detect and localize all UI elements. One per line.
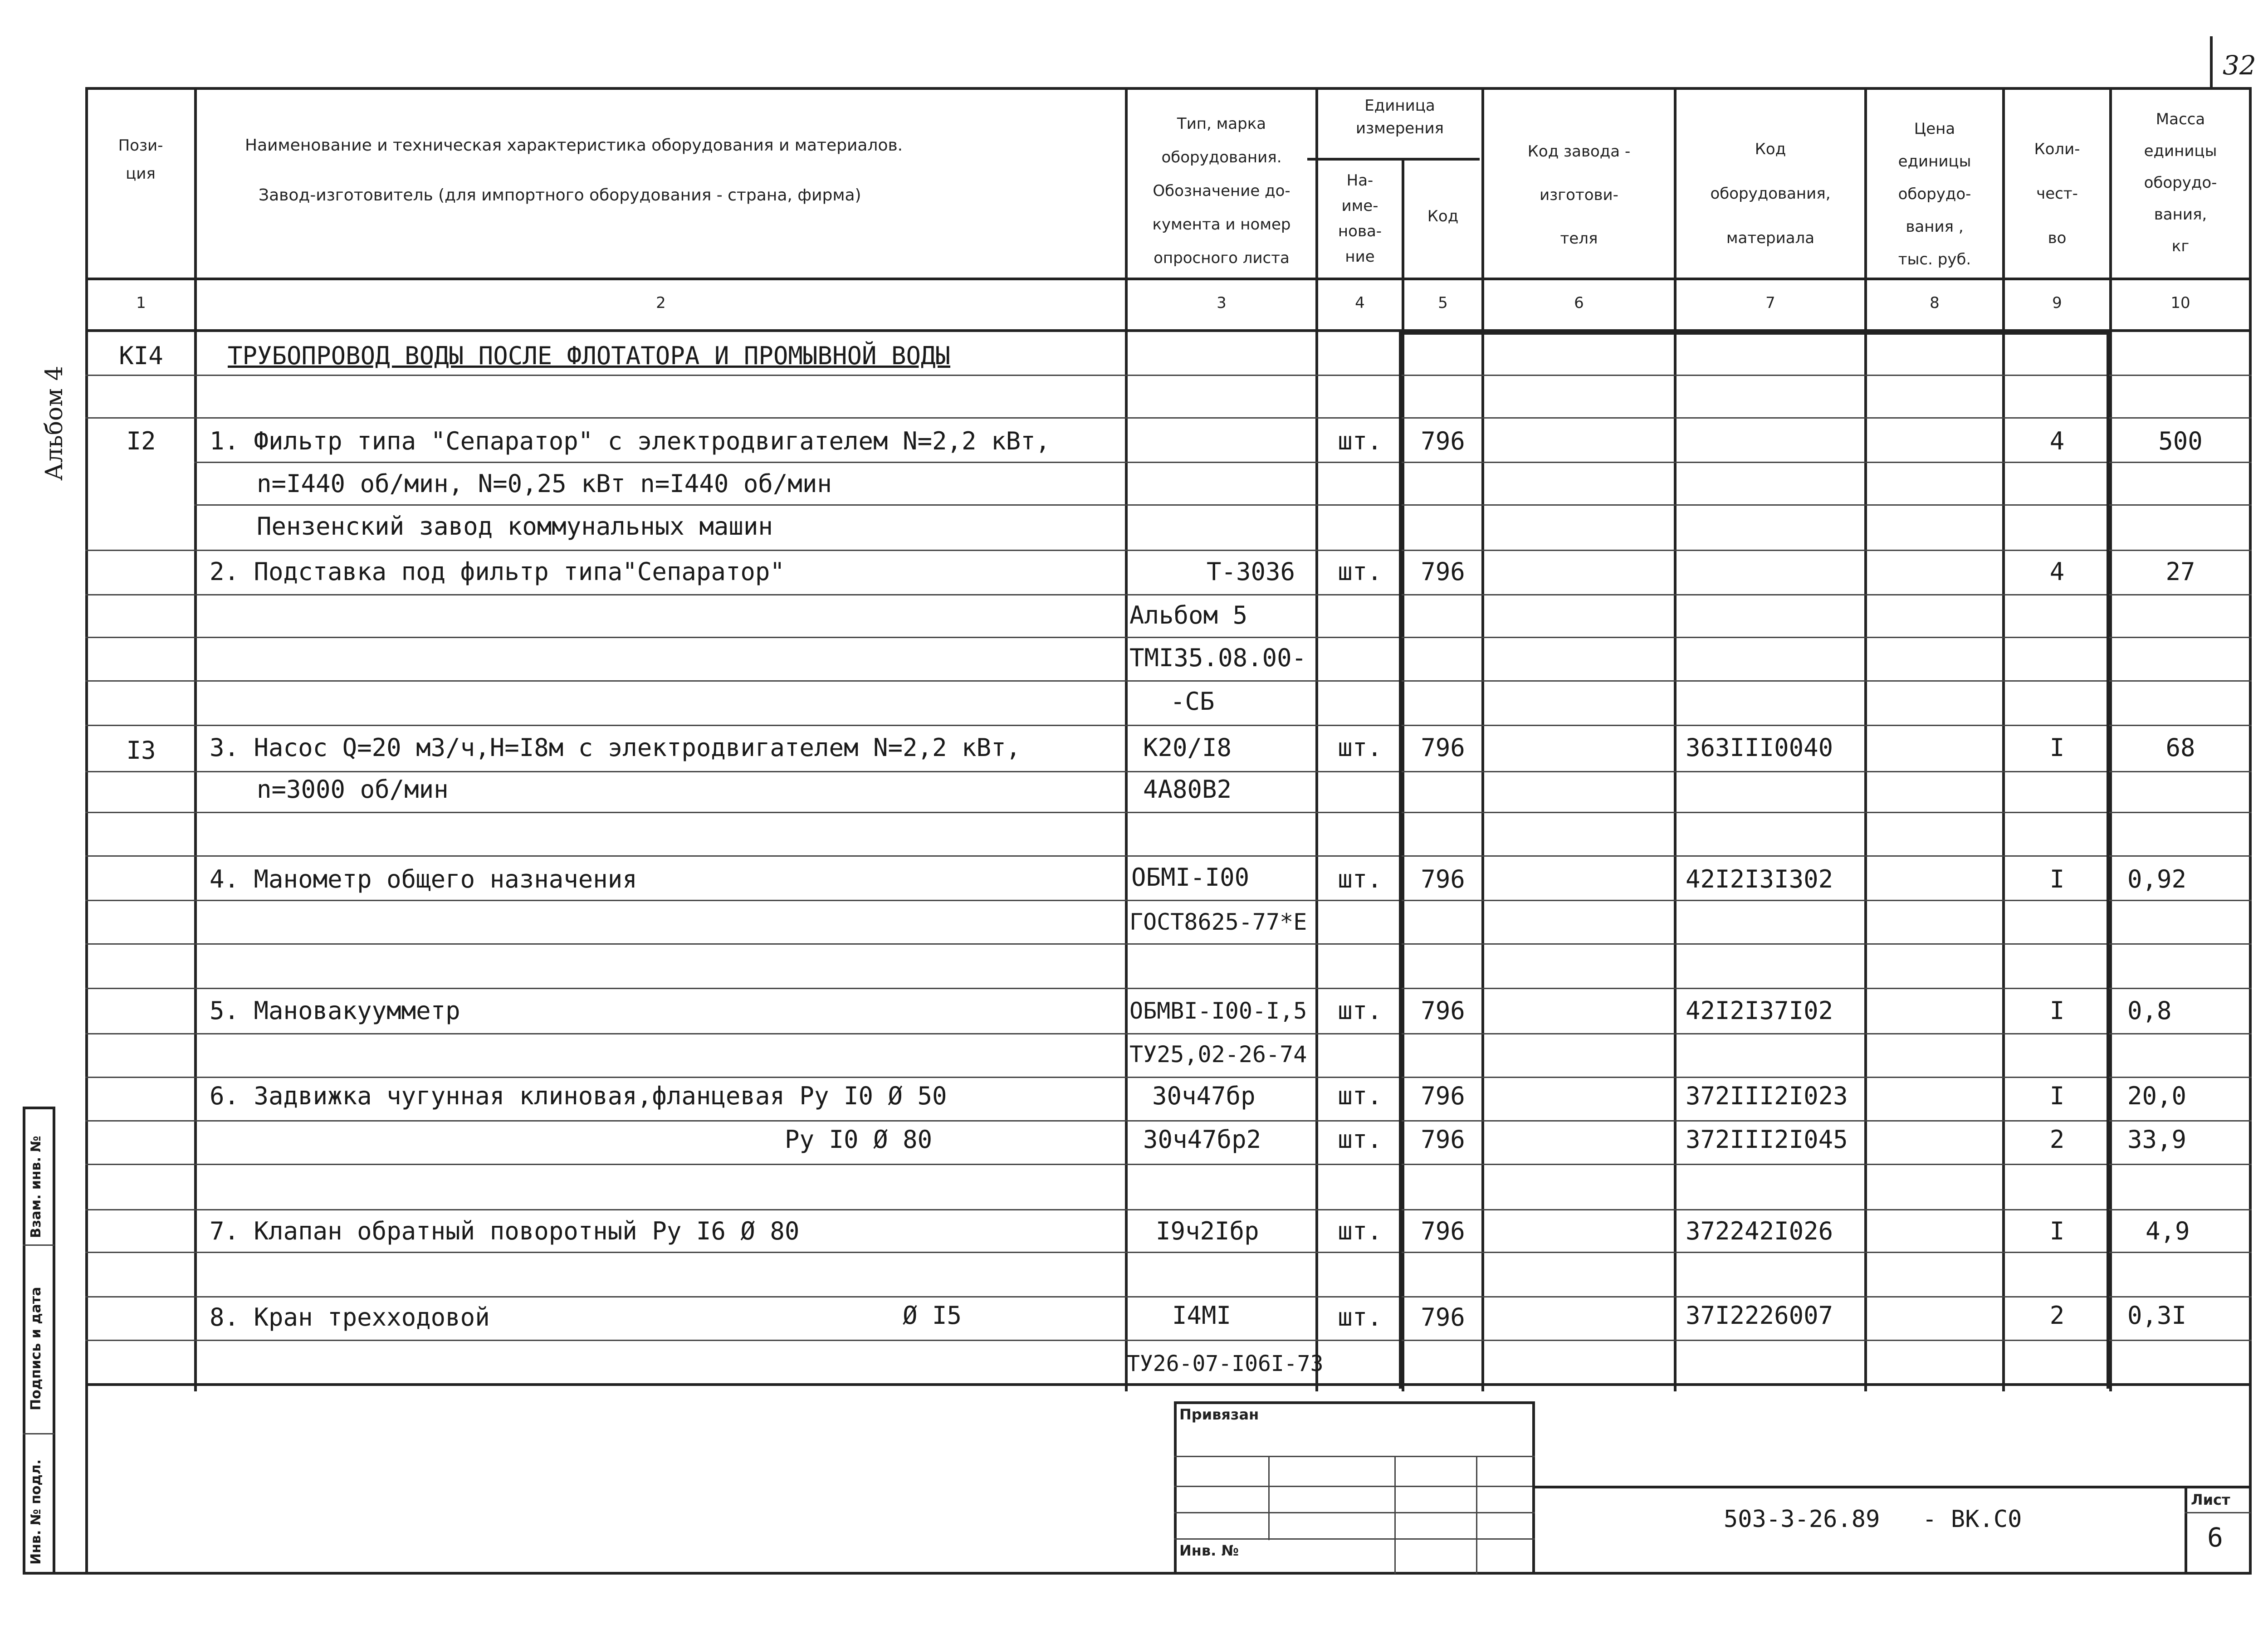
item-name: 7. Клапан обратный поворотный Ру I6 Ø 80: [210, 1217, 800, 1245]
type-mark: Альбом 5: [1129, 601, 1248, 629]
unit-name: шт.: [1338, 733, 1382, 762]
quantity: I: [2049, 865, 2065, 893]
mass: 0,8: [2127, 996, 2172, 1025]
unit-name: шт.: [1338, 1125, 1382, 1154]
item-name: 1. Фильтр типа "Сепаратор" с электродвигателем N=2,2 кВт,: [210, 427, 1051, 455]
item-name-right: Ø I5: [903, 1301, 962, 1330]
stamp-privyazan: Привязан: [1179, 1406, 1259, 1423]
type-mark: ТУ25,02-26-74: [1129, 1041, 1307, 1068]
col-number-10: 10: [2170, 294, 2190, 312]
unit-code: 796: [1421, 733, 1465, 762]
header-col-6: Код завода - изготови- теля: [1527, 142, 1631, 248]
col-number-4: 4: [1355, 294, 1365, 312]
unit-code: 796: [1421, 1125, 1465, 1154]
unit-code: 796: [1421, 427, 1465, 455]
header-col-8: Цена единицы оборудо- вания , тыс. руб.: [1898, 120, 1971, 268]
side-field-orig-inv: Инв. № подл.: [28, 1459, 44, 1565]
unit-code: 796: [1421, 1303, 1465, 1332]
header-col-3: Тип, марка оборудования. Обозначение до- кумента и номер опросного листа: [1152, 115, 1291, 267]
side-field-replace-inv: Взам. инв. №: [28, 1136, 44, 1238]
equipment-code: 42I2I37I02: [1686, 996, 1833, 1025]
mass: 27: [2165, 557, 2195, 586]
quantity: 2: [2049, 1301, 2065, 1330]
type-mark: К20/I8: [1143, 733, 1232, 762]
header-col-7: Код оборудования, материала: [1710, 140, 1831, 247]
unit-code: 796: [1421, 996, 1465, 1025]
col-number-2: 2: [656, 294, 666, 312]
type-mark: ОБМВI-I00-I,5: [1129, 998, 1307, 1024]
quantity: I: [2049, 1082, 2065, 1110]
mass: 0,92: [2127, 865, 2187, 893]
quantity: I: [2049, 733, 2065, 762]
col-number-9: 9: [2052, 294, 2062, 312]
header-col-1: Пози- ция: [118, 137, 163, 183]
unit-name: шт.: [1338, 1217, 1382, 1245]
type-mark: 30ч47бр: [1152, 1082, 1256, 1110]
equipment-code: 372III2I023: [1686, 1082, 1848, 1110]
row-position: I2: [126, 427, 156, 455]
header-col-10: Масса единицы оборудо- вания, кг: [2144, 110, 2217, 255]
type-mark: ОБМI-I00: [1131, 863, 1250, 892]
type-mark: 30ч47бр2: [1143, 1125, 1261, 1154]
stamp-inv-no: Инв. №: [1179, 1542, 1239, 1559]
col-number-6: 6: [1574, 294, 1584, 312]
quantity: 4: [2049, 427, 2065, 455]
unit-code: 796: [1421, 865, 1465, 893]
header-col-2b: Завод-изготовитель (для импортного оборудования - страна, фирма): [259, 186, 861, 205]
mass: 20,0: [2127, 1082, 2187, 1110]
side-field-signature-date: Подпись и дата: [28, 1287, 44, 1410]
side-album-label: Альбом 4: [41, 366, 68, 481]
quantity: I: [2049, 1217, 2065, 1245]
col-number-3: 3: [1217, 294, 1227, 312]
type-mark: ТУ26-07-I06I-73: [1127, 1351, 1324, 1376]
header-col-9: Коли- чест- во: [2034, 140, 2080, 247]
header-col-5: Код: [1427, 207, 1459, 225]
unit-code: 796: [1421, 1082, 1465, 1110]
quantity: I: [2049, 996, 2065, 1025]
mass: 4,9: [2146, 1217, 2190, 1245]
item-name: 6. Задвижка чугунная клиновая,фланцевая Ру I0 Ø 50: [210, 1082, 947, 1110]
header-col-4: На- име- нова- ние: [1338, 171, 1382, 266]
sheet-number: 6: [2207, 1522, 2223, 1553]
unit-name: шт.: [1338, 996, 1382, 1025]
unit-name: шт.: [1338, 1303, 1382, 1332]
unit-name: шт.: [1338, 865, 1382, 893]
type-mark: I4МI: [1172, 1301, 1232, 1330]
equipment-code: 372242I026: [1686, 1217, 1833, 1245]
unit-code: 796: [1421, 1217, 1465, 1245]
type-mark: -СБ: [1170, 687, 1215, 716]
col-number-5: 5: [1438, 294, 1448, 312]
header-unit: Единица измерения: [1355, 97, 1444, 137]
type-mark: ТМI35.08.00-: [1129, 644, 1307, 672]
item-name: n=3000 об/мин: [257, 775, 449, 804]
item-name: 5. Мановакуумметр: [210, 996, 460, 1025]
equipment-code: 42I2I3I302: [1686, 865, 1833, 893]
item-name: Пензенский завод коммунальных машин: [257, 512, 773, 541]
mass: 0,3I: [2127, 1301, 2187, 1330]
section-title: ТРУБОПРОВОД ВОДЫ ПОСЛЕ ФЛОТАТОРА И ПРОМЫВНОЙ ВОДЫ: [228, 341, 951, 370]
unit-name: шт.: [1338, 427, 1382, 455]
type-mark: Т-3036: [1207, 557, 1295, 586]
unit-code: 796: [1421, 557, 1465, 586]
unit-name: шт.: [1338, 1082, 1382, 1110]
quantity: 2: [2049, 1125, 2065, 1154]
header-col-2a: Наименование и техническая характеристика оборудования и материалов.: [245, 136, 903, 155]
equipment-code: 37I2226007: [1686, 1301, 1833, 1330]
col-number-7: 7: [1765, 294, 1775, 312]
row-position: I3: [126, 736, 156, 765]
item-name: n=I440 об/мин, N=0,25 кВт n=I440 об/мин: [257, 469, 832, 498]
mass: 68: [2165, 733, 2195, 762]
document-code: 503-3-26.89 - ВК.С0: [1724, 1506, 2022, 1533]
mass: 500: [2158, 427, 2203, 455]
sheet-label: Лист: [2191, 1491, 2230, 1508]
row-position: KI4: [119, 341, 163, 370]
mass: 33,9: [2127, 1125, 2187, 1154]
type-mark: I9ч2Iбр: [1156, 1217, 1259, 1245]
item-name: Ру I0 Ø 80: [785, 1125, 933, 1154]
sheet-number-top: 32: [2223, 50, 2256, 81]
item-name: 8. Кран трехходовой: [210, 1303, 490, 1332]
quantity: 4: [2049, 557, 2065, 586]
type-mark: ГОСТ8625-77*Е: [1129, 909, 1307, 935]
col-number-8: 8: [1930, 294, 1940, 312]
equipment-code: 363III0040: [1686, 733, 1833, 762]
item-name: 3. Насос Q=20 м3/ч,Н=I8м с электродвигателем N=2,2 кВт,: [210, 733, 1021, 762]
unit-name: шт.: [1338, 557, 1382, 586]
col-number-1: 1: [136, 294, 146, 312]
equipment-code: 372III2I045: [1686, 1125, 1848, 1154]
item-name: 2. Подставка под фильтр типа"Сепаратор": [210, 557, 785, 586]
type-mark: 4А80В2: [1143, 775, 1232, 804]
item-name: 4. Манометр общего назначения: [210, 865, 637, 893]
